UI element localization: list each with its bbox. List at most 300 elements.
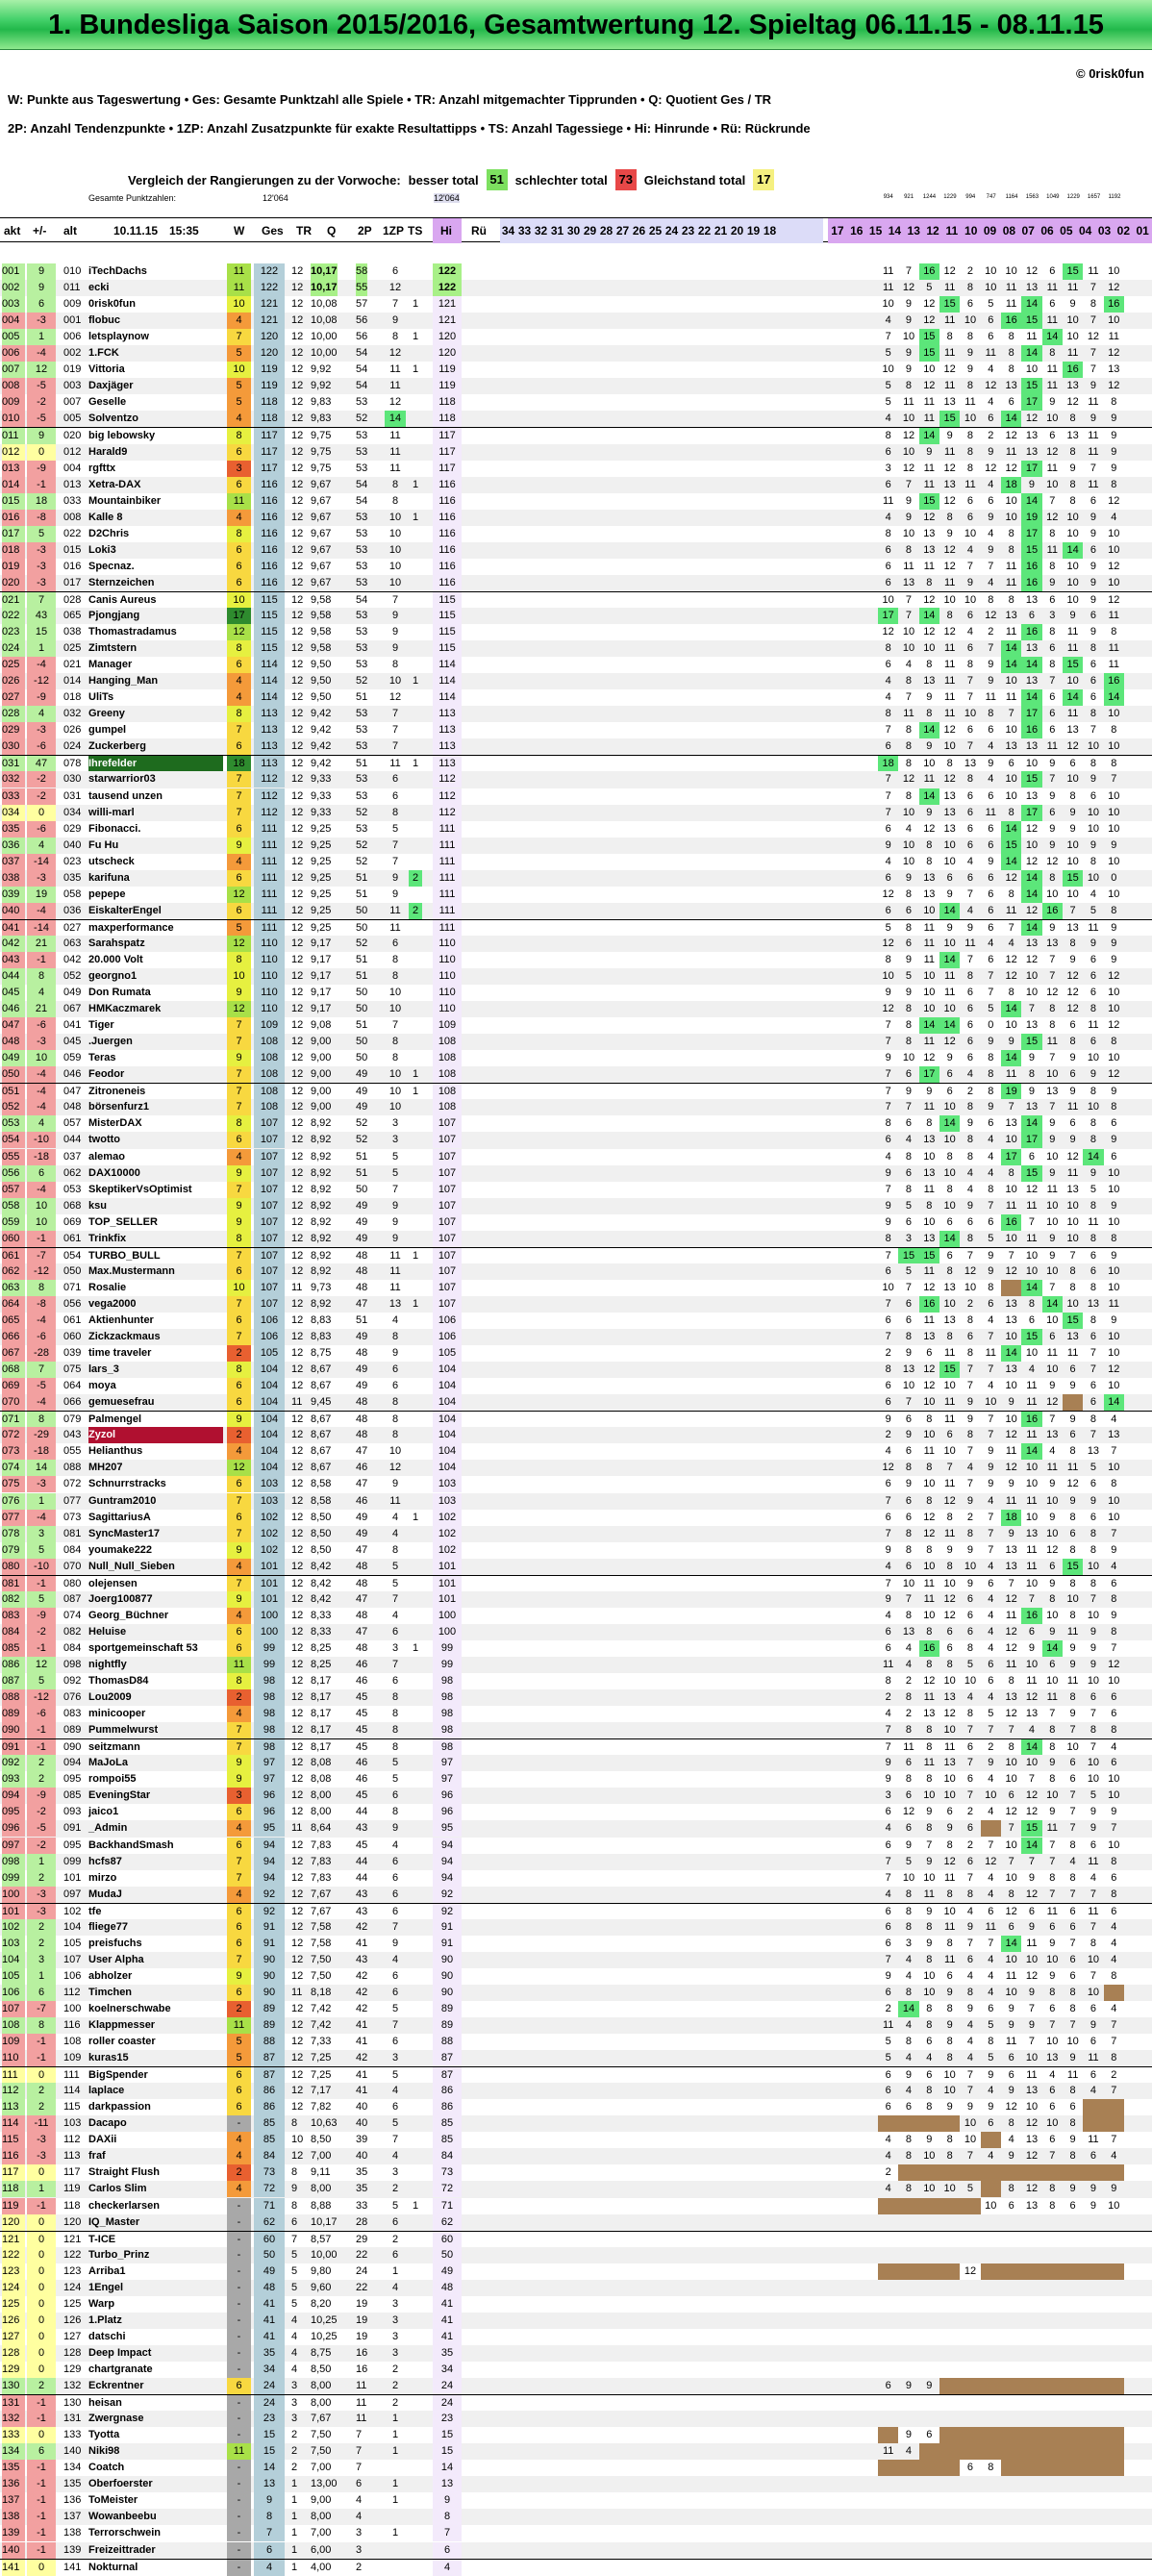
table-row[interactable] (0, 1443, 1152, 1460)
table-row[interactable] (0, 821, 1152, 838)
table-row[interactable] (0, 2427, 1152, 2443)
player-name[interactable]: mirzo (88, 1871, 117, 1884)
player-name[interactable]: gemuesefrau (88, 1396, 155, 1409)
player-name[interactable]: Tyotta (88, 2429, 120, 2441)
player-name[interactable]: TOP_SELLER (88, 1215, 158, 1228)
player-name[interactable]: Geselle (88, 396, 127, 409)
table-row[interactable] (0, 608, 1152, 624)
player-name[interactable]: D2Chris (88, 527, 130, 539)
col-ts[interactable]: TS (408, 224, 423, 238)
table-row[interactable] (0, 1017, 1152, 1034)
player-name[interactable]: abholzer (88, 1969, 133, 1982)
player-name[interactable]: Max.Mustermann (88, 1264, 175, 1277)
player-name[interactable]: Kalle 8 (88, 511, 123, 523)
player-name[interactable]: Harald9 (88, 445, 128, 458)
rueckrunde-day[interactable]: 26 (632, 224, 646, 238)
player-name[interactable]: Daxjäger (88, 380, 134, 392)
hinrunde-day[interactable]: 12 (926, 224, 939, 238)
table-row[interactable] (0, 1738, 1152, 1755)
table-row[interactable] (0, 1050, 1152, 1066)
player-name[interactable]: Don Rumata (88, 987, 151, 999)
table-row[interactable] (0, 1460, 1152, 1476)
col-q[interactable]: Q (327, 224, 337, 238)
table-row[interactable] (0, 461, 1152, 477)
player-name[interactable]: time traveler (88, 1347, 152, 1360)
table-row[interactable] (0, 2313, 1152, 2329)
table-row[interactable] (0, 2164, 1152, 2181)
player-name[interactable]: Pummelwurst (88, 1724, 159, 1737)
player-name[interactable]: Joerg100877 (88, 1592, 153, 1605)
table-row[interactable] (0, 2509, 1152, 2525)
player-name[interactable]: Zimtstern (88, 642, 138, 655)
player-name[interactable]: kuras15 (88, 2052, 129, 2064)
table-row[interactable] (0, 1559, 1152, 1575)
table-row[interactable] (0, 689, 1152, 706)
player-name[interactable]: EiskalterEngel (88, 904, 162, 916)
table-row[interactable] (0, 887, 1152, 903)
hinrunde-day[interactable]: 04 (1079, 224, 1092, 238)
table-row[interactable] (0, 2280, 1152, 2296)
col-alt[interactable]: alt (63, 224, 78, 238)
table-row[interactable] (0, 771, 1152, 788)
player-name[interactable]: datschi (88, 2330, 126, 2342)
player-name[interactable]: lars_3 (88, 1363, 119, 1376)
player-name[interactable]: Teras (88, 1052, 116, 1064)
player-name[interactable]: ToMeister (88, 2494, 138, 2507)
table-row[interactable] (0, 2460, 1152, 2476)
player-name[interactable]: Timchen (88, 1986, 133, 1998)
table-row[interactable] (0, 1313, 1152, 1329)
table-row[interactable] (0, 805, 1152, 821)
player-name[interactable]: Specnaz. (88, 560, 135, 572)
table-row[interactable] (0, 952, 1152, 968)
table-row[interactable] (0, 2034, 1152, 2050)
table-row[interactable] (0, 1838, 1152, 1854)
player-name[interactable]: jaico1 (88, 1806, 119, 1818)
table-row[interactable] (0, 280, 1152, 296)
table-row[interactable] (0, 968, 1152, 985)
hinrunde-day[interactable]: 01 (1136, 224, 1149, 238)
player-name[interactable]: Palmengel (88, 1413, 142, 1426)
table-row[interactable] (0, 427, 1152, 443)
player-name[interactable]: EveningStar (88, 1789, 151, 1802)
player-name[interactable]: minicooper (88, 1708, 146, 1720)
player-name[interactable]: fraf (88, 2150, 106, 2163)
table-row[interactable] (0, 2001, 1152, 2017)
player-name[interactable]: 1Engel (88, 2281, 124, 2293)
player-name[interactable]: seitzmann (88, 1741, 140, 1754)
player-name[interactable]: rgfttx (88, 462, 116, 474)
rueckrunde-day[interactable]: 19 (746, 224, 761, 238)
table-row[interactable] (0, 1788, 1152, 1804)
player-name[interactable]: twotto (88, 1134, 120, 1146)
player-name[interactable]: Helianthus (88, 1445, 143, 1458)
table-row[interactable] (0, 2263, 1152, 2280)
table-row[interactable] (0, 2181, 1152, 2197)
table-row[interactable] (0, 1919, 1152, 1936)
player-name[interactable]: chartgranate (88, 2363, 153, 2375)
player-name[interactable]: big lebowsky (88, 430, 156, 442)
table-row[interactable] (0, 755, 1152, 771)
table-row[interactable] (0, 2231, 1152, 2247)
player-name[interactable]: ksu (88, 1199, 107, 1212)
player-name[interactable]: börsenfurz1 (88, 1101, 149, 1113)
rueckrunde-day[interactable]: 32 (534, 224, 548, 238)
table-row[interactable] (0, 1608, 1152, 1624)
table-row[interactable] (0, 2296, 1152, 2313)
table-row[interactable] (0, 2492, 1152, 2509)
table-row[interactable] (0, 1115, 1152, 1132)
player-name[interactable]: Fu Hu (88, 838, 119, 851)
player-name[interactable]: Fibonacci. (88, 822, 141, 835)
player-name[interactable]: Sternzeichen (88, 576, 155, 588)
player-name[interactable]: karifuna (88, 871, 130, 884)
player-name[interactable]: ThomasD84 (88, 1675, 149, 1688)
player-name[interactable]: MudaJ (88, 1888, 122, 1900)
table-row[interactable] (0, 854, 1152, 870)
player-name[interactable]: iTechDachs (88, 265, 147, 277)
table-row[interactable] (0, 2411, 1152, 2427)
player-name[interactable]: tfe (88, 1905, 102, 1917)
player-name[interactable]: Coatch (88, 2462, 125, 2474)
player-name[interactable]: Manager (88, 659, 133, 671)
table-row[interactable] (0, 673, 1152, 689)
table-row[interactable] (0, 2198, 1152, 2214)
table-row[interactable] (0, 706, 1152, 722)
table-row[interactable] (0, 1673, 1152, 1689)
table-row[interactable] (0, 1952, 1152, 1968)
table-row[interactable] (0, 1771, 1152, 1788)
player-name[interactable]: rompoi55 (88, 1773, 137, 1786)
player-name[interactable]: 1.Platz (88, 2313, 122, 2326)
table-row[interactable] (0, 1804, 1152, 1820)
table-row[interactable] (0, 1182, 1152, 1198)
rueckrunde-day[interactable]: 28 (599, 224, 614, 238)
table-row[interactable] (0, 345, 1152, 362)
col-ges[interactable]: Ges (262, 224, 284, 238)
player-name[interactable]: .Juergen (88, 1036, 133, 1048)
player-name[interactable]: Tiger (88, 1019, 114, 1032)
hinrunde-day[interactable]: 17 (831, 224, 844, 238)
rueckrunde-day[interactable]: 25 (648, 224, 663, 238)
table-row[interactable] (0, 1624, 1152, 1640)
col-tr[interactable]: TR (296, 224, 312, 238)
player-name[interactable]: Eckrentner (88, 2380, 144, 2392)
rueckrunde-day[interactable]: 30 (566, 224, 581, 238)
table-row[interactable] (0, 313, 1152, 329)
table-row[interactable] (0, 870, 1152, 887)
table-row[interactable] (0, 1214, 1152, 1231)
col-2p[interactable]: 2P (358, 224, 372, 238)
hinrunde-day[interactable]: 10 (964, 224, 978, 238)
table-row[interactable] (0, 2378, 1152, 2394)
col-1zp[interactable]: 1ZP (383, 224, 405, 238)
rueckrunde-day[interactable]: 20 (730, 224, 744, 238)
player-name[interactable]: _Admin (88, 1822, 128, 1835)
table-row[interactable] (0, 1510, 1152, 1526)
table-row[interactable] (0, 2525, 1152, 2541)
table-row[interactable] (0, 477, 1152, 493)
player-name[interactable]: DAX10000 (88, 1166, 140, 1179)
player-name[interactable]: Ihrefelder (88, 756, 223, 772)
player-name[interactable]: Sarahspatz (88, 937, 145, 949)
rueckrunde-day[interactable]: 33 (517, 224, 532, 238)
rueckrunde-day[interactable]: 29 (583, 224, 597, 238)
table-row[interactable] (0, 624, 1152, 640)
table-row[interactable] (0, 722, 1152, 738)
table-row[interactable] (0, 2362, 1152, 2378)
table-row[interactable] (0, 394, 1152, 411)
player-name[interactable]: Pjongjang (88, 609, 140, 621)
table-row[interactable] (0, 1706, 1152, 1722)
player-name[interactable]: Nokturnal (88, 2561, 138, 2573)
player-name[interactable]: olejensen (88, 1577, 138, 1589)
table-row[interactable] (0, 2476, 1152, 2492)
player-name[interactable]: SagittariusA (88, 1511, 151, 1523)
table-row[interactable] (0, 1591, 1152, 1608)
table-row[interactable] (0, 1820, 1152, 1837)
player-name[interactable]: letsplaynow (88, 331, 149, 343)
table-row[interactable] (0, 1427, 1152, 1443)
table-row[interactable] (0, 1657, 1152, 1673)
player-name[interactable]: Terrorschwein (88, 2527, 161, 2539)
table-row[interactable] (0, 2214, 1152, 2231)
player-name[interactable]: sportgemeinschaft 53 (88, 1641, 198, 1654)
table-row[interactable] (0, 2394, 1152, 2411)
player-name[interactable]: ecki (88, 282, 110, 294)
table-row[interactable] (0, 1034, 1152, 1050)
table-row[interactable] (0, 2115, 1152, 2132)
table-row[interactable] (0, 903, 1152, 919)
table-row[interactable] (0, 788, 1152, 805)
table-row[interactable] (0, 2066, 1152, 2083)
player-name[interactable]: MisterDAX (88, 1117, 142, 1130)
player-name[interactable]: Klappmesser (88, 2019, 156, 2032)
table-row[interactable] (0, 1099, 1152, 1115)
player-name[interactable]: Straight Flush (88, 2166, 160, 2179)
table-row[interactable] (0, 2099, 1152, 2115)
player-name[interactable]: checkerlarsen (88, 2199, 160, 2212)
table-row[interactable] (0, 542, 1152, 559)
hinrunde-day[interactable]: 14 (888, 224, 902, 238)
player-name[interactable]: moya (88, 1380, 116, 1392)
player-name[interactable]: UliTs (88, 691, 114, 704)
player-name[interactable]: Guntram2010 (88, 1494, 157, 1507)
player-name[interactable]: Aktienhunter (88, 1314, 154, 1326)
player-name[interactable]: 0risk0fun (88, 298, 136, 311)
table-row[interactable] (0, 1689, 1152, 1706)
table-row[interactable] (0, 362, 1152, 378)
player-name[interactable]: Rosalie (88, 1281, 127, 1293)
player-name[interactable]: fliege77 (88, 1920, 128, 1933)
player-name[interactable]: maxperformance (88, 921, 174, 934)
table-row[interactable] (0, 919, 1152, 936)
table-row[interactable] (0, 2148, 1152, 2164)
player-name[interactable]: Wowanbeebu (88, 2511, 157, 2523)
player-name[interactable]: preisfuchs (88, 1937, 142, 1949)
player-name[interactable]: vega2000 (88, 1297, 137, 1310)
hinrunde-day[interactable]: 08 (1002, 224, 1016, 238)
table-row[interactable] (0, 411, 1152, 427)
player-name[interactable]: Zuckerberg (88, 740, 146, 753)
player-name[interactable]: TURBO_BULL (88, 1249, 161, 1262)
table-row[interactable] (0, 2083, 1152, 2099)
table-row[interactable] (0, 2345, 1152, 2362)
table-row[interactable] (0, 1887, 1152, 1903)
player-name[interactable]: laplace (88, 2085, 125, 2097)
player-name[interactable]: T-ICE (88, 2233, 116, 2245)
table-row[interactable] (0, 1378, 1152, 1394)
table-row[interactable] (0, 296, 1152, 313)
player-name[interactable]: georgno1 (88, 970, 138, 983)
player-name[interactable]: Lou2009 (88, 1691, 132, 1704)
player-name[interactable]: SkeptikerVsOptimist (88, 1183, 192, 1195)
player-name[interactable]: Zickzackmaus (88, 1331, 161, 1343)
table-row[interactable] (0, 1394, 1152, 1411)
table-row[interactable] (0, 575, 1152, 591)
player-name[interactable]: Null_Null_Sieben (88, 1560, 175, 1572)
player-name[interactable]: Greeny (88, 708, 125, 720)
col-akt[interactable]: akt (4, 224, 21, 238)
player-name[interactable]: Mountainbiker (88, 494, 162, 507)
table-row[interactable] (0, 559, 1152, 575)
player-name[interactable]: Vittoria (88, 363, 125, 376)
player-name[interactable]: Hanging_Man (88, 675, 159, 688)
player-name[interactable]: Thomastradamus (88, 626, 177, 638)
player-name[interactable]: Xetra-DAX (88, 478, 141, 490)
player-name[interactable]: Loki3 (88, 543, 116, 556)
player-name[interactable]: Warp (88, 2297, 115, 2310)
table-row[interactable] (0, 493, 1152, 510)
hinrunde-day[interactable]: 16 (850, 224, 864, 238)
table-row[interactable] (0, 838, 1152, 854)
table-row[interactable] (0, 1362, 1152, 1378)
table-row[interactable] (0, 2559, 1152, 2575)
player-name[interactable]: Turbo_Prinz (88, 2248, 150, 2261)
player-name[interactable]: Zyzol (88, 1427, 223, 1443)
player-name[interactable]: Arriba1 (88, 2264, 126, 2277)
player-name[interactable]: koelnerschwabe (88, 2002, 171, 2014)
col-w[interactable]: W (234, 224, 245, 238)
player-name[interactable]: Schnurrstracks (88, 1478, 166, 1490)
table-row[interactable] (0, 1526, 1152, 1542)
hinrunde-day[interactable]: 03 (1097, 224, 1112, 238)
player-name[interactable]: darkpassion (88, 2101, 151, 2113)
table-row[interactable] (0, 510, 1152, 526)
table-row[interactable] (0, 1903, 1152, 1919)
player-name[interactable]: hcfs87 (88, 1855, 122, 1867)
table-row[interactable] (0, 591, 1152, 608)
table-row[interactable] (0, 1411, 1152, 1427)
player-name[interactable]: SyncMaster17 (88, 1527, 160, 1539)
table-row[interactable] (0, 444, 1152, 461)
table-row[interactable] (0, 1854, 1152, 1870)
table-row[interactable] (0, 526, 1152, 542)
player-name[interactable]: nightfly (88, 1658, 127, 1670)
player-name[interactable]: willi-marl (88, 806, 135, 818)
rueckrunde-day[interactable]: 34 (501, 224, 515, 238)
table-row[interactable] (0, 2542, 1152, 2559)
rueckrunde-day[interactable]: 18 (763, 224, 777, 238)
table-row[interactable] (0, 1296, 1152, 1313)
hinrunde-day[interactable]: 07 (1021, 224, 1035, 238)
table-row[interactable] (0, 1722, 1152, 1738)
table-row[interactable] (0, 2132, 1152, 2148)
table-row[interactable] (0, 1542, 1152, 1559)
player-name[interactable]: Carlos Slim (88, 2183, 147, 2195)
player-name[interactable]: User Alpha (88, 1953, 144, 1965)
player-name[interactable]: utscheck (88, 855, 135, 867)
player-name[interactable]: tausend unzen (88, 789, 163, 802)
player-name[interactable]: DAXii (88, 2134, 117, 2146)
player-name[interactable]: alemao (88, 1150, 125, 1163)
player-name[interactable]: Georg_Büchner (88, 1609, 169, 1621)
table-row[interactable] (0, 2443, 1152, 2460)
table-row[interactable] (0, 1198, 1152, 1214)
table-row[interactable] (0, 329, 1152, 345)
hinrunde-day[interactable]: 02 (1116, 224, 1131, 238)
player-name[interactable]: Niki98 (88, 2445, 120, 2458)
player-name[interactable]: 1.FCK (88, 347, 119, 360)
table-row[interactable] (0, 1329, 1152, 1345)
player-name[interactable]: MH207 (88, 1462, 123, 1474)
player-name[interactable]: Trinkfix (88, 1232, 127, 1244)
table-row[interactable] (0, 1149, 1152, 1165)
col-hi[interactable]: Hi (440, 224, 452, 238)
player-name[interactable]: MaJoLa (88, 1757, 128, 1769)
table-row[interactable] (0, 2247, 1152, 2263)
player-name[interactable]: BigSpender (88, 2069, 148, 2082)
player-name[interactable]: pepepe (88, 888, 126, 900)
table-row[interactable] (0, 1001, 1152, 1017)
player-name[interactable]: BackhandSmash (88, 1838, 174, 1851)
hinrunde-day[interactable]: 11 (945, 224, 959, 238)
table-row[interactable] (0, 1575, 1152, 1591)
table-row[interactable] (0, 2329, 1152, 2345)
table-row[interactable] (0, 1247, 1152, 1263)
player-name[interactable]: HMKaczmarek (88, 1003, 162, 1015)
table-row[interactable] (0, 1263, 1152, 1280)
player-name[interactable]: IQ_Master (88, 2215, 140, 2228)
hinrunde-day[interactable]: 15 (868, 224, 883, 238)
table-row[interactable] (0, 657, 1152, 673)
rueckrunde-day[interactable]: 21 (714, 224, 728, 238)
player-name[interactable]: Freizeittrader (88, 2543, 156, 2556)
table-row[interactable] (0, 1280, 1152, 1296)
hinrunde-day[interactable]: 05 (1060, 224, 1073, 238)
player-name[interactable]: youmake222 (88, 1543, 153, 1556)
rueckrunde-day[interactable]: 24 (664, 224, 679, 238)
rueckrunde-day[interactable]: 22 (697, 224, 712, 238)
table-row[interactable] (0, 1083, 1152, 1099)
player-name[interactable]: gumpel (88, 724, 127, 737)
player-name[interactable]: Canis Aureus (88, 593, 157, 606)
table-row[interactable] (0, 985, 1152, 1001)
table-row[interactable] (0, 2050, 1152, 2066)
player-name[interactable]: Solventzo (88, 413, 138, 425)
table-row[interactable] (0, 1132, 1152, 1148)
table-row[interactable] (0, 738, 1152, 755)
table-row[interactable] (0, 1345, 1152, 1362)
table-row[interactable] (0, 1231, 1152, 1247)
table-row[interactable] (0, 1476, 1152, 1492)
rueckrunde-day[interactable]: 31 (550, 224, 564, 238)
table-row[interactable] (0, 1165, 1152, 1182)
player-name[interactable]: Zwergnase (88, 2413, 144, 2425)
rueckrunde-day[interactable]: 23 (681, 224, 695, 238)
table-row[interactable] (0, 1985, 1152, 2001)
table-row[interactable] (0, 1493, 1152, 1510)
